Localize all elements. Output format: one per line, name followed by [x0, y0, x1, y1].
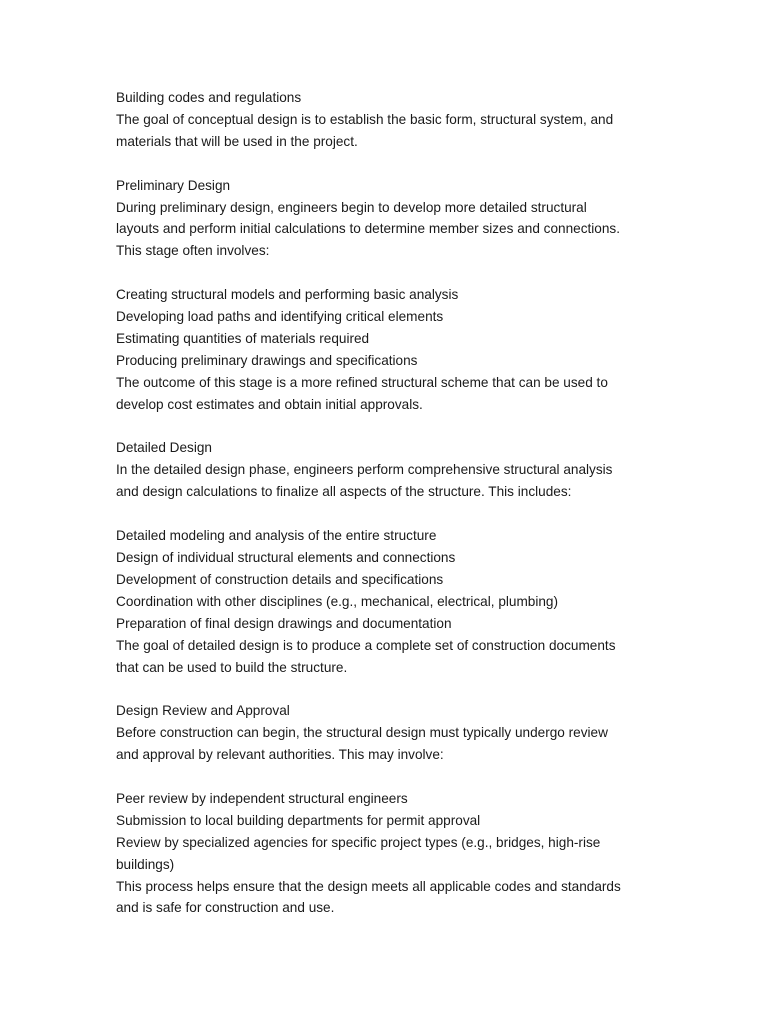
- blank-line: [116, 262, 661, 284]
- text-line: Detailed Design: [116, 440, 212, 456]
- text-line: Before construction can begin, the structural design must typically undergo review: [116, 725, 608, 741]
- text-line: and is safe for construction and use.: [116, 900, 335, 916]
- text-line: Building codes and regulations: [116, 90, 302, 105]
- text-line: and approval by relevant authorities. This may involve:: [116, 747, 444, 763]
- text-line: materials that will be used in the project.: [116, 133, 358, 149]
- blank-line: [116, 678, 661, 700]
- blank-line: [116, 416, 661, 438]
- text-line: Developing load paths and identifying critical elements: [116, 309, 444, 325]
- text-line: Detailed modeling and analysis of the entire structure: [116, 528, 437, 544]
- text-line: The goal of detailed design is to produce a complete set of construction documents: [116, 637, 616, 653]
- text-line: The goal of conceptual design is to establish the basic form, structural system, and: [116, 111, 614, 127]
- text-line: layouts and perform initial calculations to determine member sizes and connections.: [116, 221, 620, 237]
- text-line: Coordination with other disciplines (e.g., mechanical, electrical, plumbing): [116, 593, 559, 609]
- text-line: Peer review by independent structural engineers: [116, 790, 408, 806]
- text-line: and design calculations to finalize all aspects of the structure. This includes:: [116, 484, 572, 500]
- blank-line: [116, 503, 661, 525]
- text-line: Submission to local building departments for permit approval: [116, 812, 481, 828]
- text-line: The outcome of this stage is a more refined structural scheme that can be used to: [116, 374, 608, 390]
- text-line: Development of construction details and specifications: [116, 571, 444, 587]
- text-line: Producing preliminary drawings and specifications: [116, 352, 418, 368]
- text-line: Estimating quantities of materials required: [116, 330, 370, 346]
- text-line: This process helps ensure that the design meets all applicable codes and standards: [116, 878, 621, 894]
- document-page: [116, 87, 661, 919]
- text-line: In the detailed design phase, engineers perform comprehensive structural analysis: [116, 462, 613, 478]
- blank-line: [116, 153, 661, 175]
- text-line: Creating structural models and performing basic analysis: [116, 287, 459, 303]
- text-line: Design Review and Approval: [116, 703, 290, 719]
- blank-line: [116, 766, 661, 788]
- text-line: Preparation of final design drawings and documentation: [116, 615, 452, 631]
- text-line: that can be used to build the structure.: [116, 659, 348, 675]
- text-line: buildings): [116, 856, 175, 872]
- text-line: Preliminary Design: [116, 177, 231, 193]
- text-line: This stage often involves:: [116, 243, 270, 259]
- text-line: Review by specialized agencies for specific project types (e.g., bridges, high-rise: [116, 834, 601, 850]
- text-line: During preliminary design, engineers begin to develop more detailed structural: [116, 199, 587, 215]
- text-line: develop cost estimates and obtain initial approvals.: [116, 396, 423, 412]
- text-line: Design of individual structural elements and connections: [116, 549, 456, 565]
